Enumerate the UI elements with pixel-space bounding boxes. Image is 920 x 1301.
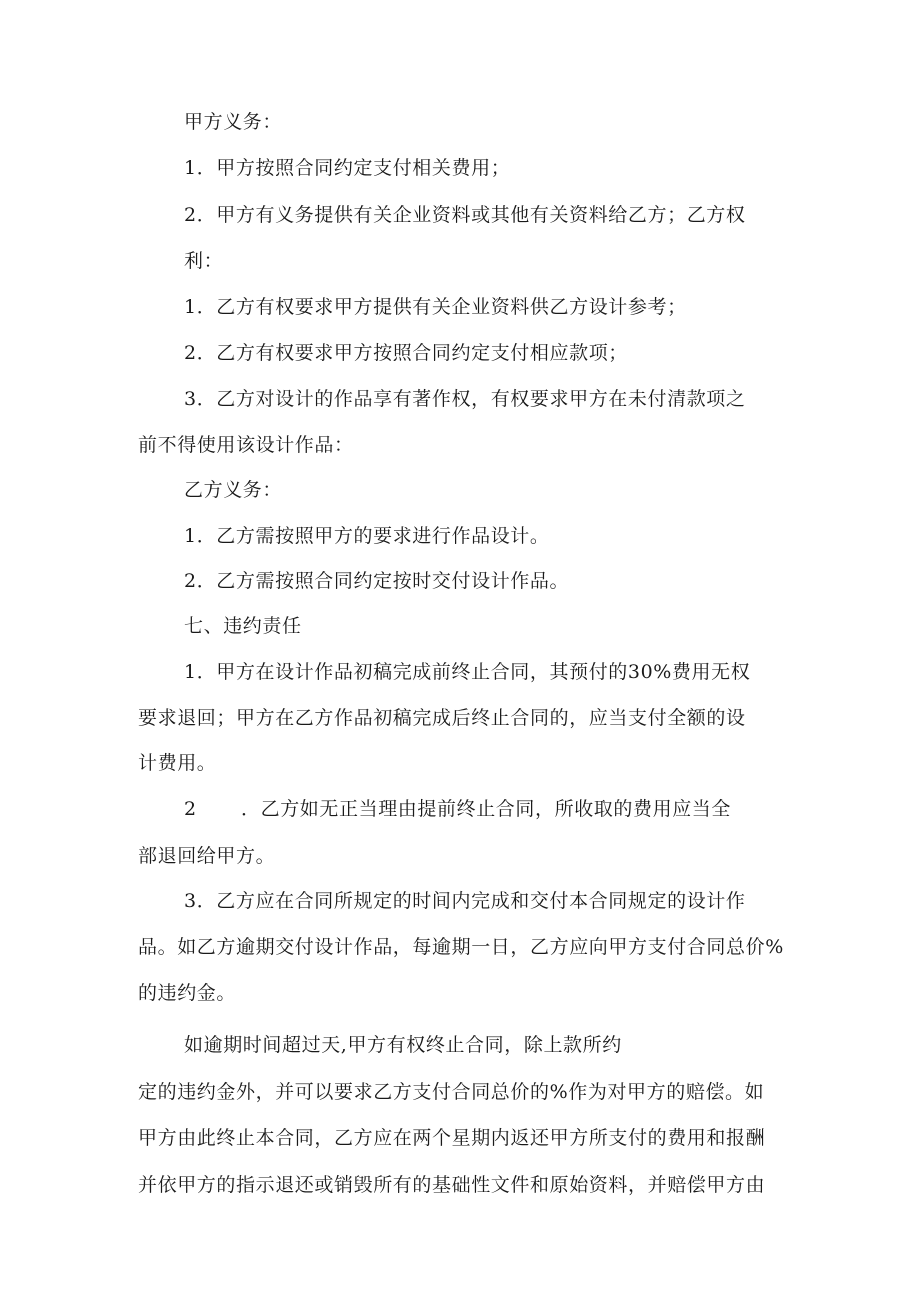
paragraph-line: 1．甲方在设计作品初稿完成前终止合同，其预付的30%费用无权: [184, 661, 751, 683]
item-number: 2: [184, 798, 197, 820]
paragraph-line: 2．乙方需按照合同约定按时交付设计作品。: [184, 570, 570, 592]
paragraph-line: 3．乙方对设计的作品享有著作权，有权要求甲方在未付清款项之: [184, 388, 746, 410]
paragraph-line: 的违约金。: [138, 982, 237, 1004]
paragraph-line: 品。如乙方逾期交付设计作品，每逾期一日，乙方应向甲方支付合同总价%: [138, 936, 784, 958]
paragraph-line: 1．甲方按照合同约定支付相关费用；: [184, 157, 511, 179]
section-heading-party-a-obligations: 甲方义务：: [184, 111, 283, 133]
paragraph-line: 如逾期时间超过天,甲方有权终止合同，除上款所约: [184, 1034, 622, 1056]
section-heading-breach-liability: 七、违约责任: [184, 615, 302, 637]
paragraph-line: 2．甲方有义务提供有关企业资料或其他有关资料给乙方；乙方权: [184, 204, 746, 226]
paragraph-line: 1．乙方需按照甲方的要求进行作品设计。: [184, 525, 550, 547]
paragraph-line: 甲方由此终止本合同，乙方应在两个星期内返还甲方所支付的费用和报酬: [138, 1127, 766, 1149]
paragraph-line: ．乙方如无正当理由提前终止合同，所收取的费用应当全: [241, 798, 732, 820]
paragraph-line: 1．乙方有权要求甲方提供有关企业资料供乙方设计参考；: [184, 296, 687, 318]
paragraph-line: 前不得使用该设计作品：: [138, 434, 354, 456]
paragraph-line: 计费用。: [138, 752, 217, 774]
paragraph-line: 利：: [184, 250, 224, 272]
section-heading-party-b-obligations: 乙方义务：: [184, 479, 283, 501]
paragraph-line: 2．乙方有权要求甲方按照合同约定支付相应款项；: [184, 342, 628, 364]
paragraph-line: 并依甲方的指示退还或销毁所有的基础性文件和原始资料，并赔偿甲方由: [138, 1174, 766, 1196]
paragraph-line: 3．乙方应在合同所规定的时间内完成和交付本合同规定的设计作: [184, 890, 746, 912]
paragraph-line: 部退回给甲方。: [138, 845, 276, 867]
paragraph-line: 定的违约金外，并可以要求乙方支付合同总价的%作为对甲方的赔偿。如: [138, 1081, 765, 1103]
paragraph-line: 要求退回；甲方在乙方作品初稿完成后终止合同的，应当支付全额的设: [138, 707, 746, 729]
